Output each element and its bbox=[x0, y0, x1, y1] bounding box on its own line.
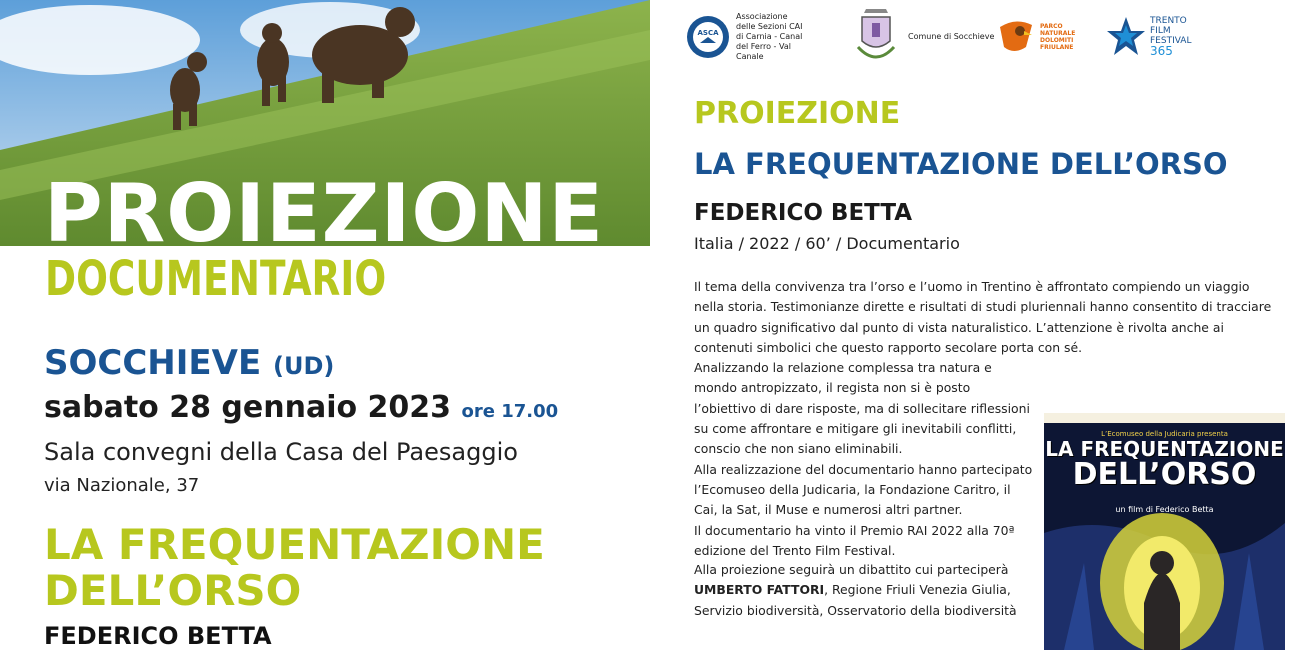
poster-title bbox=[1044, 439, 1285, 490]
address: via Nazionale, 37 bbox=[44, 475, 200, 496]
event-date bbox=[44, 390, 558, 425]
main-title: PROIEZIONE bbox=[44, 167, 605, 260]
film-title-left: LA FREQUENTAZIONE DELL’ORSO bbox=[44, 520, 545, 615]
film-poster bbox=[1044, 413, 1285, 650]
guest-role: , Regione Friuli Venezia Giulia, Servizio biodiversità, Osservatorio della biodiversità bbox=[694, 582, 1017, 618]
coat-of-arms-icon bbox=[852, 7, 900, 67]
paragraph: Analizzando la relazione complessa tra natura e mondo antropizzato, il regista non si è posto l’obiettivo di dare risposte, ma di sollecitare riflessioni su come affrontare e mitigare gli inevitabili conflitti, conscio che non siano eliminabili. bbox=[694, 360, 1030, 457]
paragraph: Il tema della convivenza tra l’orso e l’uomo in Trentino è affrontato compiendo un viaggio nella storia. Testimonianze dirette e risultati di studi pluriennali hanno consentito di tracciare un quadro significativo dal punto di vista naturalistico. L’attenzione è rivolta anche ai contenuti simbolici che questo rapporto secolare porta con sé. bbox=[694, 279, 1272, 355]
kicker: PROIEZIONE bbox=[694, 96, 901, 131]
svg-text:ASCA: ASCA bbox=[697, 29, 719, 37]
asca-text: Associazione delle Sezioni CAI di Carnia - Canal del Ferro - Val Canale bbox=[736, 12, 803, 61]
star-icon bbox=[1106, 15, 1146, 59]
venue: Sala convegni della Casa del Paesaggio bbox=[44, 438, 518, 466]
debate-intro: Alla proiezione seguirà un dibattito cui parteciperà bbox=[694, 562, 1009, 577]
poster-credit: un film di Federico Betta bbox=[1115, 505, 1214, 514]
poster-presenta: L’Ecomuseo della Judicaria presenta bbox=[1101, 430, 1228, 438]
guest-name: UMBERTO FATTORI bbox=[694, 582, 825, 598]
director-left: FEDERICO BETTA bbox=[44, 622, 272, 650]
event-city bbox=[44, 343, 334, 383]
date-text: sabato 28 gennaio 2023 bbox=[44, 390, 452, 425]
subtitle: DOCUMENTARIO bbox=[45, 251, 387, 307]
paragraph: Il documentario ha vinto il Premio RAI 2022 alla 70ª edizione del Trento Film Festival. bbox=[694, 522, 1015, 558]
film-title-right: LA FREQUENTAZIONE DELL’ORSO bbox=[694, 147, 1228, 181]
city-name: SOCCHIEVE bbox=[44, 343, 262, 383]
poster-title-line1: LA FREQUENTAZIONE bbox=[1045, 437, 1284, 461]
asca-emblem-icon bbox=[686, 15, 730, 59]
socchieve-text: Comune di Socchieve bbox=[908, 32, 995, 41]
trento-festival-logo bbox=[1106, 6, 1194, 68]
parco-logo bbox=[996, 6, 1076, 68]
parco-text: PARCO NATURALE DOLOMITI FRIULANE bbox=[1040, 23, 1076, 51]
poster-title-line2: DELL’ORSO bbox=[1072, 457, 1257, 492]
director-right: FEDERICO BETTA bbox=[694, 200, 913, 226]
province: (UD) bbox=[273, 352, 335, 380]
debate-note bbox=[694, 560, 1039, 621]
socchieve-logo bbox=[852, 6, 994, 68]
debate-guest bbox=[694, 580, 1039, 621]
asca-logo bbox=[686, 6, 808, 68]
trento-text bbox=[1150, 16, 1194, 58]
paragraph: Alla realizzazione del documentario hanno partecipato l’Ecomuseo della Judicaria, la Fondazione Caritro, il Cai, la Sat, il Muse e numerosi altri partner. bbox=[694, 461, 1033, 518]
partner-logos bbox=[686, 6, 1286, 68]
eagle-icon bbox=[996, 17, 1036, 57]
time-text: ore 17.00 bbox=[461, 401, 559, 422]
film-meta: Italia / 2022 / 60’ / Documentario bbox=[694, 234, 960, 253]
trento-number: 365 bbox=[1150, 44, 1173, 58]
trento-name: TRENTO FILM FESTIVAL bbox=[1150, 16, 1192, 46]
